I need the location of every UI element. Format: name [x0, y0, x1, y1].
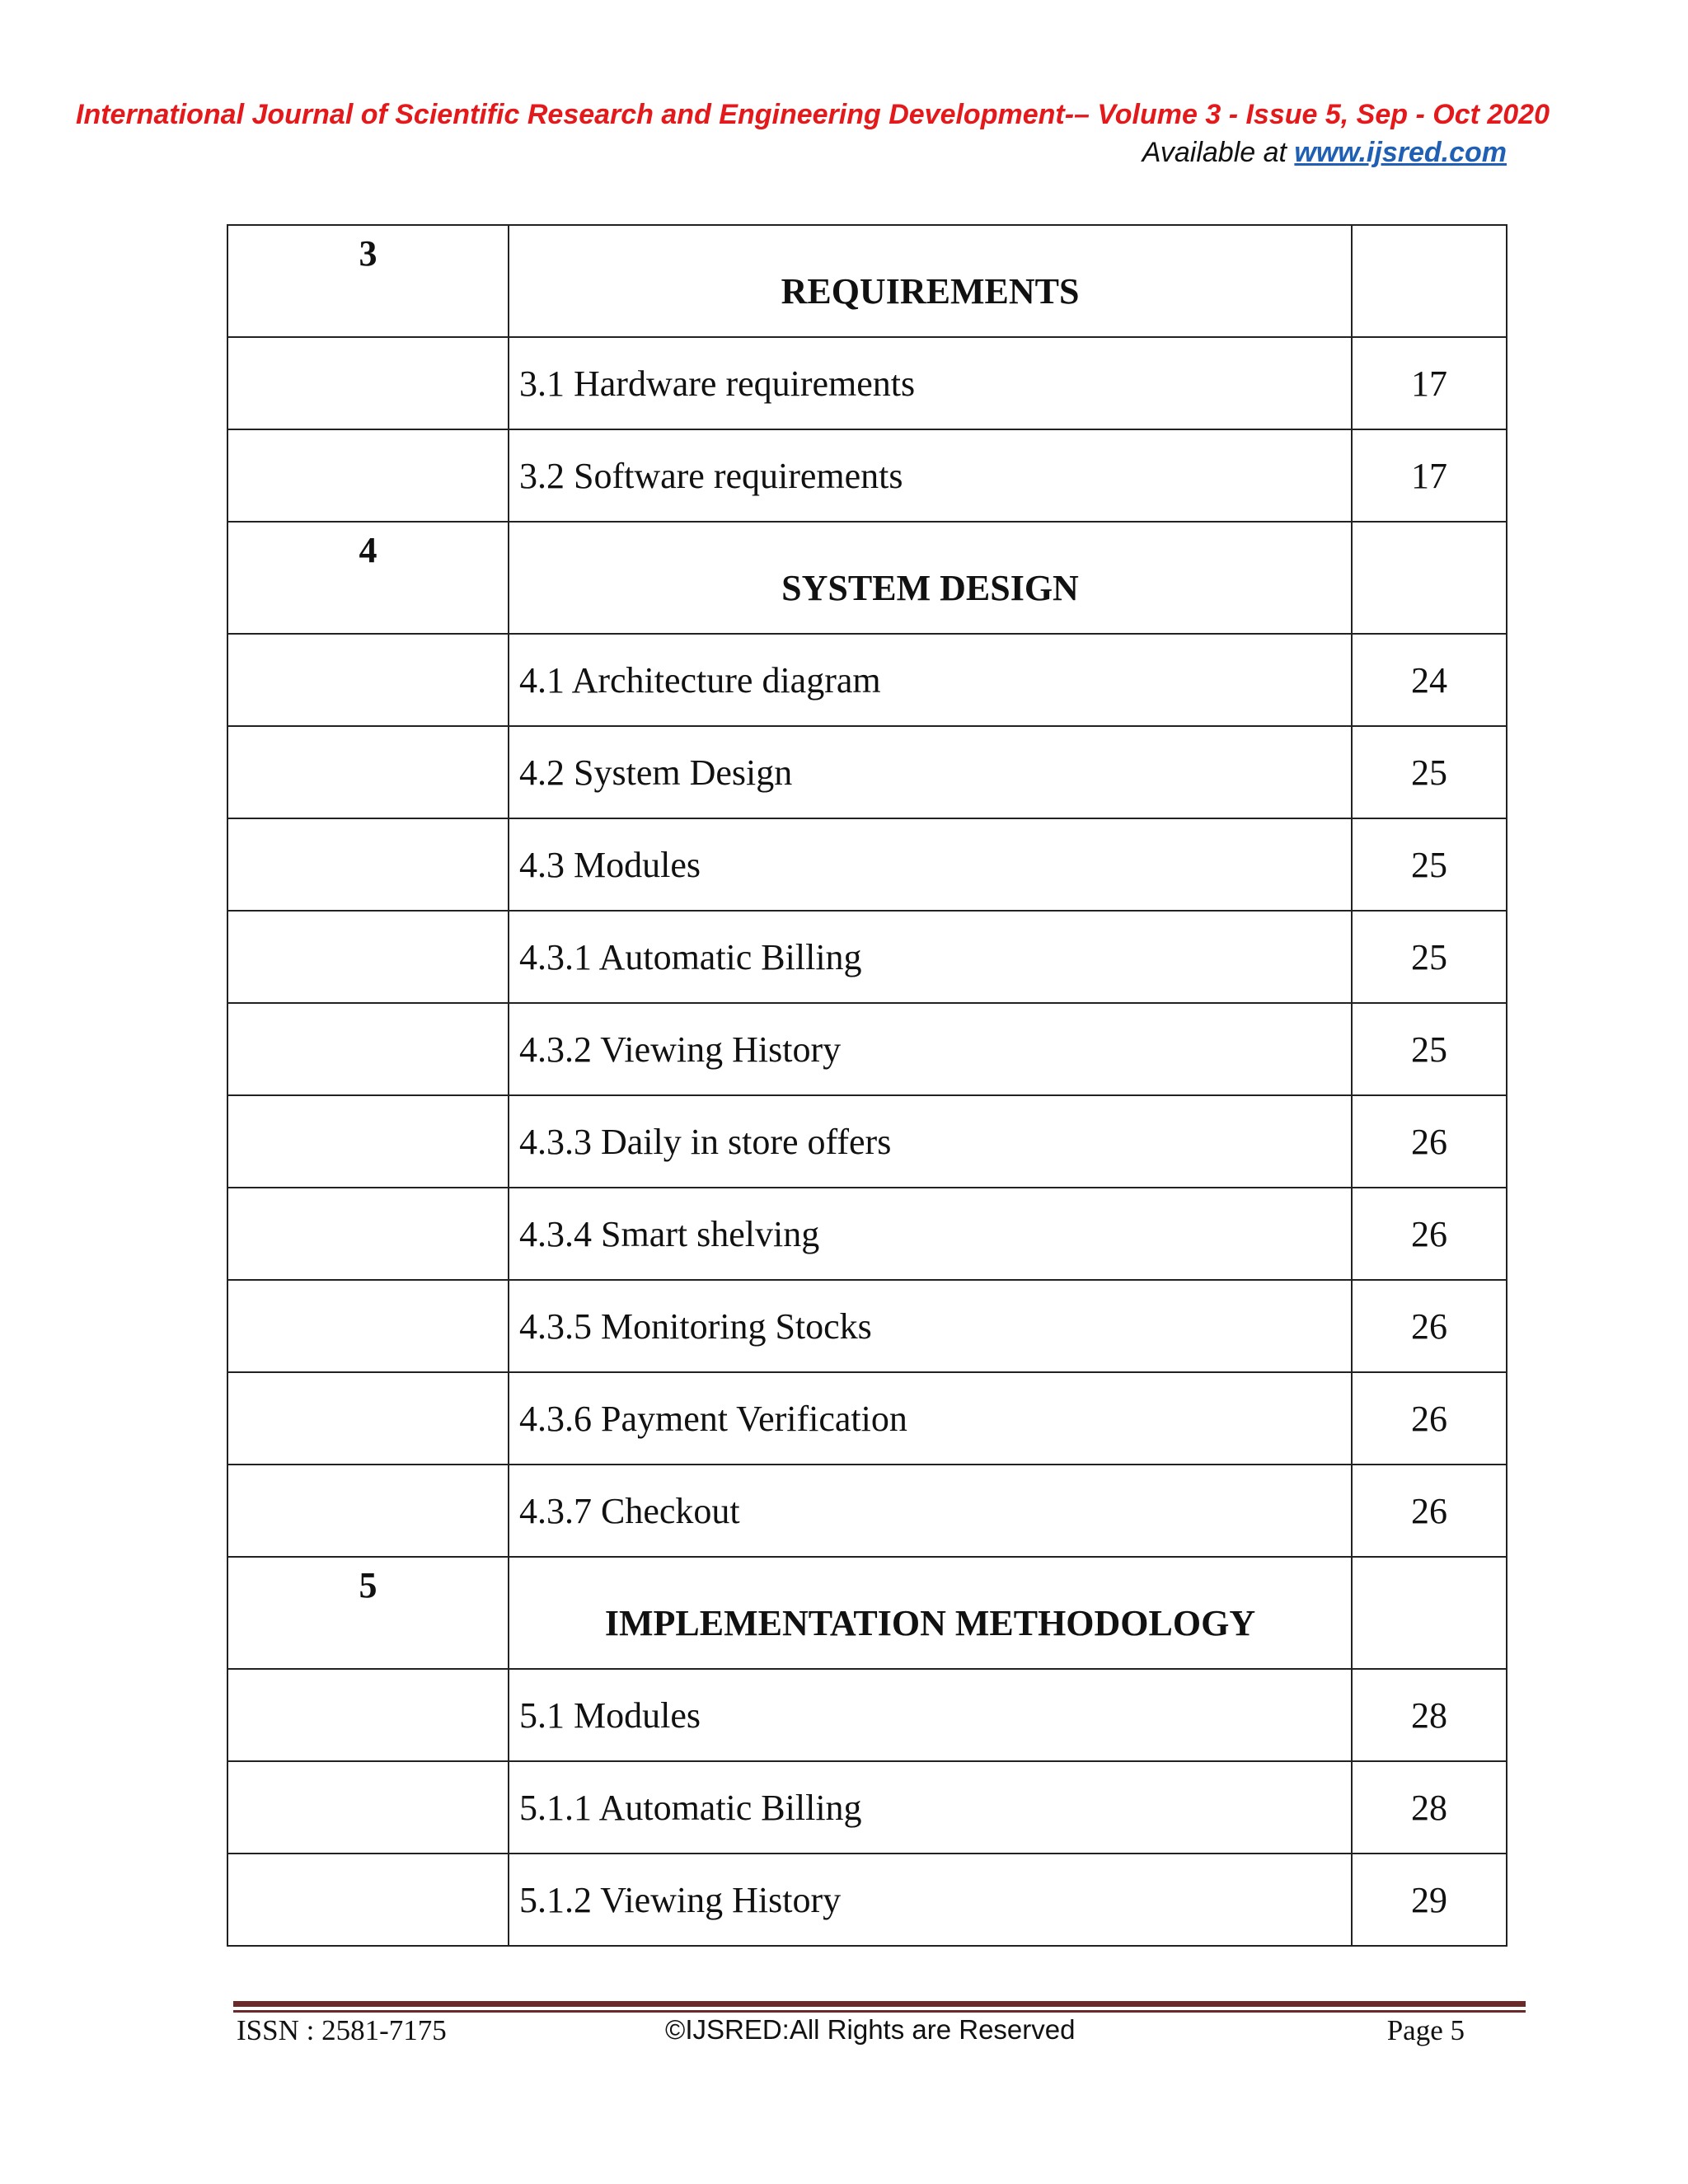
section-row: [227, 1854, 1507, 1946]
chapter-number-cell: [227, 1557, 509, 1669]
chapter-number: 3: [359, 233, 377, 274]
section-row: [227, 1280, 1507, 1372]
page-number-cell: 25: [1352, 726, 1507, 818]
section-title: 4.3.3 Daily in store offers: [509, 1095, 1352, 1188]
chapter-number: [228, 1762, 508, 1769]
chapter-number: 5: [359, 1565, 377, 1605]
page-number-cell: 29: [1352, 1854, 1507, 1946]
section-row: [227, 1003, 1507, 1095]
section-title: 4.3.1 Automatic Billing: [509, 911, 1352, 1003]
available-prefix: Available at: [1142, 137, 1295, 168]
chapter-row: [227, 1557, 1507, 1669]
chapter-number-cell: [227, 1761, 509, 1854]
section-title: 4.3.2 Viewing History: [509, 1003, 1352, 1095]
section-title: 4.3.4 Smart shelving: [509, 1188, 1352, 1280]
chapter-number: [228, 635, 508, 641]
chapter-number-cell: [227, 1095, 509, 1188]
chapter-number-cell: [227, 1188, 509, 1280]
page-number-cell: 17: [1352, 429, 1507, 522]
chapter-number: [228, 1670, 508, 1676]
section-row: [227, 1188, 1507, 1280]
chapter-number: [228, 338, 508, 344]
page-number-cell: 28: [1352, 1669, 1507, 1761]
chapter-title: REQUIREMENTS: [509, 225, 1352, 337]
footer-rule: [233, 2001, 1526, 2007]
chapter-number-cell: [227, 225, 509, 337]
section-title: 4.3.6 Payment Verification: [509, 1372, 1352, 1465]
chapter-row: [227, 225, 1507, 337]
section-row: [227, 1372, 1507, 1465]
chapter-number: [228, 727, 508, 733]
chapter-number-cell: [227, 818, 509, 911]
availability-line: [1142, 137, 1507, 169]
section-title: 4.1 Architecture diagram: [509, 634, 1352, 726]
page-number-cell: 25: [1352, 818, 1507, 911]
chapter-number: [228, 1854, 508, 1861]
chapter-title: SYSTEM DESIGN: [509, 522, 1352, 634]
page-number-cell: 17: [1352, 337, 1507, 429]
page-number-cell: 26: [1352, 1188, 1507, 1280]
chapter-title: IMPLEMENTATION METHODOLOGY: [509, 1557, 1352, 1669]
chapter-number-cell: [227, 1854, 509, 1946]
chapter-number: [228, 819, 508, 826]
chapter-number-cell: [227, 1465, 509, 1557]
section-row: [227, 1761, 1507, 1854]
section-row: [227, 911, 1507, 1003]
journal-header: International Journal of Scientific Research and Engineering Development-– Volume 3 - Issue 5, Sep - Oct 2020: [76, 99, 1550, 130]
section-row: [227, 1095, 1507, 1188]
chapter-number-cell: [227, 634, 509, 726]
chapter-number: 4: [359, 530, 377, 570]
page-number-cell: [1352, 1557, 1507, 1669]
chapter-row: [227, 522, 1507, 634]
section-title: 4.3 Modules: [509, 818, 1352, 911]
chapter-number-cell: [227, 726, 509, 818]
page-footer: [237, 2014, 1465, 2055]
footer-rule-thin: [233, 2010, 1526, 2013]
section-title: 4.3.5 Monitoring Stocks: [509, 1280, 1352, 1372]
table-of-contents: [227, 224, 1507, 1947]
section-title: 5.1 Modules: [509, 1669, 1352, 1761]
chapter-number-cell: [227, 1372, 509, 1465]
page-number-cell: 26: [1352, 1465, 1507, 1557]
section-row: [227, 634, 1507, 726]
page-number-cell: 25: [1352, 1003, 1507, 1095]
chapter-number: [228, 430, 508, 437]
section-title: 5.1.2 Viewing History: [509, 1854, 1352, 1946]
page-number-cell: 24: [1352, 634, 1507, 726]
section-row: [227, 726, 1507, 818]
section-title: 3.2 Software requirements: [509, 429, 1352, 522]
chapter-number: [228, 1096, 508, 1103]
chapter-number: [228, 912, 508, 918]
page-number-cell: 26: [1352, 1372, 1507, 1465]
page-number-cell: 25: [1352, 911, 1507, 1003]
section-row: [227, 429, 1507, 522]
section-row: [227, 1669, 1507, 1761]
page-number: Page 5: [1386, 2014, 1465, 2046]
chapter-number: [228, 1465, 508, 1472]
chapter-number-cell: [227, 1280, 509, 1372]
page-number-cell: 28: [1352, 1761, 1507, 1854]
section-title: 5.1.1 Automatic Billing: [509, 1761, 1352, 1854]
page-number-cell: 26: [1352, 1280, 1507, 1372]
section-title: 3.1 Hardware requirements: [509, 337, 1352, 429]
page-number-cell: [1352, 522, 1507, 634]
chapter-number: [228, 1004, 508, 1010]
chapter-number-cell: [227, 1003, 509, 1095]
section-row: [227, 1465, 1507, 1557]
issn: ISSN : 2581-7175: [237, 2014, 447, 2046]
chapter-number: [228, 1373, 508, 1380]
chapter-number: [228, 1281, 508, 1287]
chapter-number: [228, 1188, 508, 1195]
page-number-cell: [1352, 225, 1507, 337]
toc-body: [227, 225, 1507, 1946]
page-number-cell: 26: [1352, 1095, 1507, 1188]
section-row: [227, 818, 1507, 911]
chapter-number-cell: [227, 337, 509, 429]
chapter-number-cell: [227, 1669, 509, 1761]
section-title: 4.3.7 Checkout: [509, 1465, 1352, 1557]
copyright: ©IJSRED:All Rights are Reserved: [665, 2014, 1076, 2045]
section-row: [227, 337, 1507, 429]
website-link[interactable]: www.ijsred.com: [1294, 137, 1507, 168]
section-title: 4.2 System Design: [509, 726, 1352, 818]
chapter-number-cell: [227, 522, 509, 634]
chapter-number-cell: [227, 911, 509, 1003]
chapter-number-cell: [227, 429, 509, 522]
